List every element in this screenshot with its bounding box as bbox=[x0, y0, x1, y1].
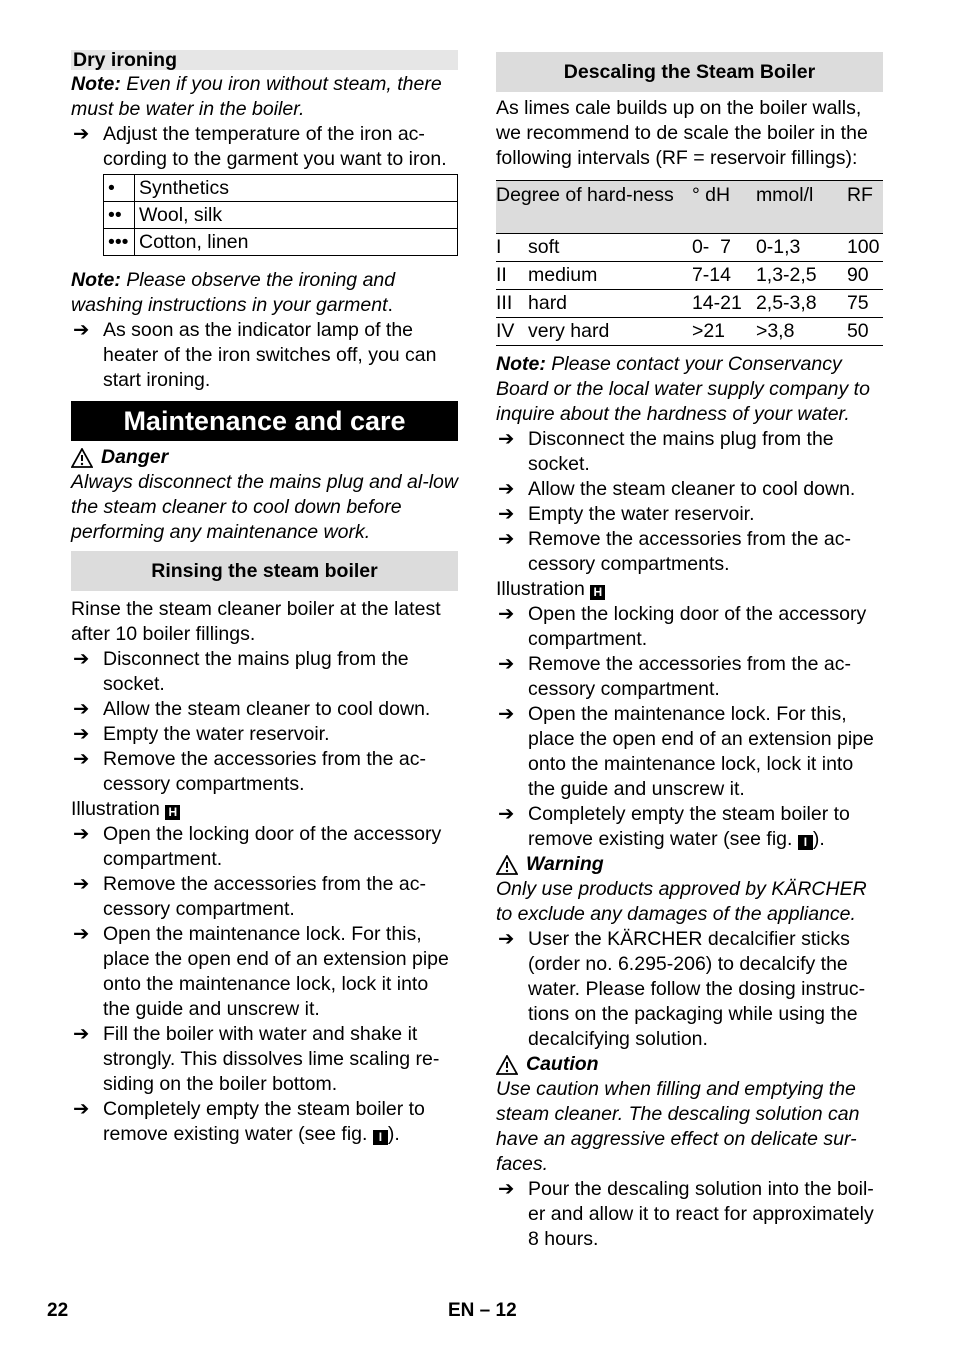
table-row: •• Wool, silk bbox=[104, 202, 458, 229]
table-header: Degree of hard-ness ° dH mmol/l RF bbox=[496, 181, 883, 234]
maintenance-heading: Maintenance and care bbox=[71, 401, 458, 441]
list-item: ➔ Disconnect the mains plug from the socket. bbox=[498, 428, 834, 475]
danger-label: Danger bbox=[71, 445, 458, 470]
caution-label: Caution bbox=[496, 1052, 883, 1077]
temperature-table bbox=[103, 174, 458, 256]
arrow-icon: ➔ bbox=[73, 123, 90, 145]
list-item: ➔ Allow the steam cleaner to cool down. bbox=[73, 698, 431, 720]
list-item: ➔ Allow the steam cleaner to cool down. bbox=[498, 478, 856, 500]
hardness-note: Note: Please contact your Conservancy Board or the local water supply company to inquire about the hardness of your water. bbox=[496, 353, 870, 425]
warning-triangle-icon bbox=[71, 448, 93, 468]
list-item: ➔ Remove the accessories from the ac-cessory compartments. bbox=[498, 528, 851, 575]
page-number: 22 bbox=[47, 1300, 69, 1321]
list-item: ➔ Empty the water reservoir. bbox=[498, 503, 755, 525]
figure-i-icon: I bbox=[798, 835, 813, 850]
list-item: ➔ Fill the boiler with water and shake it strongly. This dissolves lime scaling re-siding on the boiler bottom. bbox=[73, 1023, 440, 1095]
dry-ironing-note: Note: Even if you iron without steam, there must be water in the boiler. bbox=[71, 73, 442, 120]
warning-triangle-icon bbox=[496, 855, 518, 875]
illustration-ref: Illustration H bbox=[496, 577, 883, 602]
warning-triangle-icon bbox=[496, 1055, 518, 1075]
list-item: ➔ Completely empty the steam boiler to remove existing water (see fig. I ). bbox=[73, 1098, 425, 1145]
list-item: ➔ Open the maintenance lock. For this, place the open end of an extension pipe onto the maintenance lock, lock it into the guide and unscrew it. bbox=[73, 923, 449, 1020]
rinsing-heading: Rinsing the steam boiler bbox=[71, 551, 458, 591]
illustration-ref: Illustration H bbox=[71, 797, 458, 822]
descaling-heading: Descaling the Steam Boiler bbox=[496, 52, 883, 92]
table-row: III hard 14-21 2,5-3,8 75 bbox=[496, 290, 883, 318]
dry-ironing-heading: Dry ironing bbox=[71, 50, 458, 70]
figure-i-icon: I bbox=[373, 1130, 388, 1145]
warning-text: Only use products approved by KÄRCHER to exclude any damages of the appliance. bbox=[496, 878, 867, 925]
hardness-table bbox=[496, 180, 883, 346]
descaling-intro: As limes cale builds up on the boiler walls, we recommend to de scale the boiler in the following intervals (RF = reservoir fillings): bbox=[496, 97, 868, 169]
right-column bbox=[496, 52, 883, 1252]
list-item: ➔ Open the locking door of the accessory compartment. bbox=[498, 603, 867, 650]
list-item: ➔ User the KÄRCHER decalcifier sticks (order no. 6.295-206) to decalcify the water. Please follow the dosing instruc-tions on the packaging while using the decalcifying solution. bbox=[498, 928, 866, 1050]
list-item: ➔ Remove the accessories from the ac-cessory compartment. bbox=[498, 653, 851, 700]
left-column bbox=[71, 50, 458, 1147]
warning-label: Warning bbox=[496, 852, 883, 877]
table-row: I soft 0- 7 0-1,3 100 bbox=[496, 234, 883, 262]
table-row: ••• Cotton, linen bbox=[104, 229, 458, 256]
list-item: ➔ Remove the accessories from the ac-cessory compartments. bbox=[73, 748, 426, 795]
step-adjust-temperature: ➔ Adjust the temperature of the iron ac-cording to the garment you want to iron. bbox=[73, 123, 447, 170]
figure-h-icon: H bbox=[165, 805, 180, 820]
danger-text: Always disconnect the mains plug and al-low the steam cleaner to cool down before performing any maintenance work. bbox=[71, 471, 458, 543]
table-row: IV very hard >21 >3,8 50 bbox=[496, 318, 883, 346]
garment-note: Note: Please observe the ironing and washing instructions in your garment. bbox=[71, 269, 396, 316]
list-item: ➔ Pour the descaling solution into the boil-er and allow it to react for approximately 8 hours. bbox=[498, 1178, 874, 1250]
figure-h-icon: H bbox=[590, 585, 605, 600]
rinse-intro: Rinse the steam cleaner boiler at the latest after 10 boiler fillings. bbox=[71, 598, 441, 645]
table-row: • Synthetics bbox=[104, 175, 458, 202]
page-label: EN – 12 bbox=[448, 1300, 517, 1321]
arrow-icon: ➔ bbox=[73, 319, 90, 341]
list-item: ➔ Completely empty the steam boiler to remove existing water (see fig. I ). bbox=[498, 803, 850, 850]
list-item: ➔ Remove the accessories from the ac-cessory compartment. bbox=[73, 873, 426, 920]
list-item: ➔ Open the locking door of the accessory compartment. bbox=[73, 823, 442, 870]
list-item: ➔ Disconnect the mains plug from the socket. bbox=[73, 648, 409, 695]
step-indicator-lamp: ➔ As soon as the indicator lamp of the heater of the iron switches off, you can start ironing. bbox=[73, 319, 437, 391]
caution-text: Use caution when filling and emptying the steam cleaner. The descaling solution can have an aggressive effect on delicate sur-faces. bbox=[496, 1078, 860, 1175]
list-item: ➔ Open the maintenance lock. For this, place the open end of an extension pipe onto the maintenance lock, lock it into the guide and unscrew it. bbox=[498, 703, 874, 800]
table-row: II medium 7-14 1,3-2,5 90 bbox=[496, 262, 883, 290]
list-item: ➔ Empty the water reservoir. bbox=[73, 723, 330, 745]
